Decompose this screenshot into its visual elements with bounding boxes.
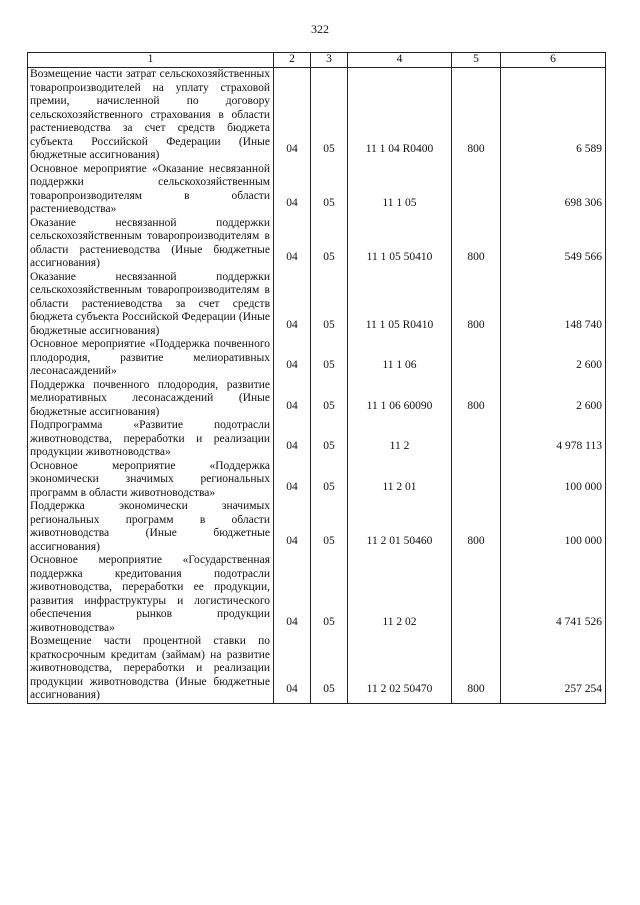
row-description: Оказание несвязанной поддержки сельскохозяйственным товаропроизводителям в области растениеводства (Иные бюджетные ассигнования) — [28, 217, 274, 271]
table-row — [28, 554, 606, 635]
row-section: 04 — [274, 635, 311, 703]
row-description: Основное мероприятие «Оказание несвязанной поддержки сельскохозяйственным товаропроизводителям в области растениеводства» — [28, 163, 274, 217]
row-expense-type — [452, 554, 501, 635]
row-expense-type — [452, 338, 501, 379]
row-subsection: 05 — [311, 379, 348, 420]
row-amount: 100 000 — [501, 460, 606, 501]
row-amount: 100 000 — [501, 500, 606, 554]
row-amount: 6 589 — [501, 68, 606, 163]
row-section: 04 — [274, 554, 311, 635]
row-subsection: 05 — [311, 338, 348, 379]
row-amount: 549 566 — [501, 217, 606, 271]
row-section: 04 — [274, 379, 311, 420]
table-row — [28, 217, 606, 271]
table-row — [28, 271, 606, 339]
table-row — [28, 419, 606, 460]
row-amount: 4 978 113 — [501, 419, 606, 460]
row-subsection: 05 — [311, 419, 348, 460]
row-amount: 698 306 — [501, 163, 606, 217]
row-section: 04 — [274, 338, 311, 379]
table-row — [28, 460, 606, 501]
row-amount: 257 254 — [501, 635, 606, 703]
row-description: Поддержка почвенного плодородия, развитие мелиоративных лесонасаждений (Иные бюджетные ассигнования) — [28, 379, 274, 420]
header-col-2: 2 — [274, 53, 311, 68]
row-subsection: 05 — [311, 271, 348, 339]
row-description: Возмещение части процентной ставки по краткосрочным кредитам (займам) на развитие животноводства, переработки и реализации продукции животноводства (Иные бюджетные ассигнования) — [28, 635, 274, 703]
row-description: Возмещение части затрат сельскохозяйственных товаропроизводителей на уплату страховой премии, начисленной по договору сельскохозяйственного страхования в области растениеводства за счет средств бюджета субъекта Российской Федерации (Иные бюджетные ассигнования) — [28, 68, 274, 163]
row-target-code: 11 2 02 50470 — [348, 635, 452, 703]
row-subsection: 05 — [311, 163, 348, 217]
table-row — [28, 379, 606, 420]
row-section: 04 — [274, 217, 311, 271]
row-description: Поддержка экономически значимых региональных программ в области животноводства (Иные бюджетные ассигнования) — [28, 500, 274, 554]
row-target-code: 11 2 02 — [348, 554, 452, 635]
header-col-3: 3 — [311, 53, 348, 68]
row-expense-type: 800 — [452, 217, 501, 271]
row-subsection: 05 — [311, 460, 348, 501]
header-col-6: 6 — [501, 53, 606, 68]
row-section: 04 — [274, 419, 311, 460]
row-amount: 4 741 526 — [501, 554, 606, 635]
row-subsection: 05 — [311, 554, 348, 635]
row-section: 04 — [274, 163, 311, 217]
row-target-code: 11 1 05 50410 — [348, 217, 452, 271]
row-amount: 148 740 — [501, 271, 606, 339]
row-target-code: 11 1 05 — [348, 163, 452, 217]
table-row — [28, 338, 606, 379]
row-expense-type: 800 — [452, 500, 501, 554]
budget-table — [27, 52, 606, 704]
row-description: Оказание несвязанной поддержки сельскохозяйственным товаропроизводителям в области растениеводства за счет средств бюджета субъекта Российской Федерации (Иные бюджетные ассигнования) — [28, 271, 274, 339]
row-expense-type: 800 — [452, 68, 501, 163]
row-subsection: 05 — [311, 500, 348, 554]
row-description: Основное мероприятие «Поддержка почвенного плодородия, развитие мелиоративных лесонасаждений» — [28, 338, 274, 379]
row-target-code: 11 2 01 50460 — [348, 500, 452, 554]
row-expense-type — [452, 419, 501, 460]
row-subsection: 05 — [311, 217, 348, 271]
row-expense-type — [452, 460, 501, 501]
row-target-code: 11 1 05 R0410 — [348, 271, 452, 339]
row-amount: 2 600 — [501, 379, 606, 420]
row-subsection: 05 — [311, 635, 348, 703]
header-col-1: 1 — [28, 53, 274, 68]
header-col-4: 4 — [348, 53, 452, 68]
page-number: 322 — [311, 22, 329, 36]
table-header-row — [28, 53, 606, 68]
row-amount: 2 600 — [501, 338, 606, 379]
row-description: Подпрограмма «Развитие подотрасли животноводства, переработки и реализации продукции животноводства» — [28, 419, 274, 460]
row-section: 04 — [274, 68, 311, 163]
header-col-5: 5 — [452, 53, 501, 68]
row-section: 04 — [274, 500, 311, 554]
table-row — [28, 500, 606, 554]
row-target-code: 11 1 06 — [348, 338, 452, 379]
row-target-code: 11 1 06 60090 — [348, 379, 452, 420]
row-expense-type — [452, 163, 501, 217]
row-subsection: 05 — [311, 68, 348, 163]
row-description: Основное мероприятие «Государственная поддержка кредитования подотрасли животноводства, переработки ее продукции, развития инфраструктуры и логистического обеспечения рынков продукции животноводства» — [28, 554, 274, 635]
row-section: 04 — [274, 271, 311, 339]
row-expense-type: 800 — [452, 635, 501, 703]
table-row — [28, 68, 606, 163]
row-expense-type: 800 — [452, 271, 501, 339]
row-target-code: 11 1 04 R0400 — [348, 68, 452, 163]
row-description: Основное мероприятие «Поддержка экономически значимых региональных программ в области животноводства» — [28, 460, 274, 501]
row-section: 04 — [274, 460, 311, 501]
row-target-code: 11 2 — [348, 419, 452, 460]
table-row — [28, 635, 606, 703]
row-target-code: 11 2 01 — [348, 460, 452, 501]
table-row — [28, 163, 606, 217]
row-expense-type: 800 — [452, 379, 501, 420]
